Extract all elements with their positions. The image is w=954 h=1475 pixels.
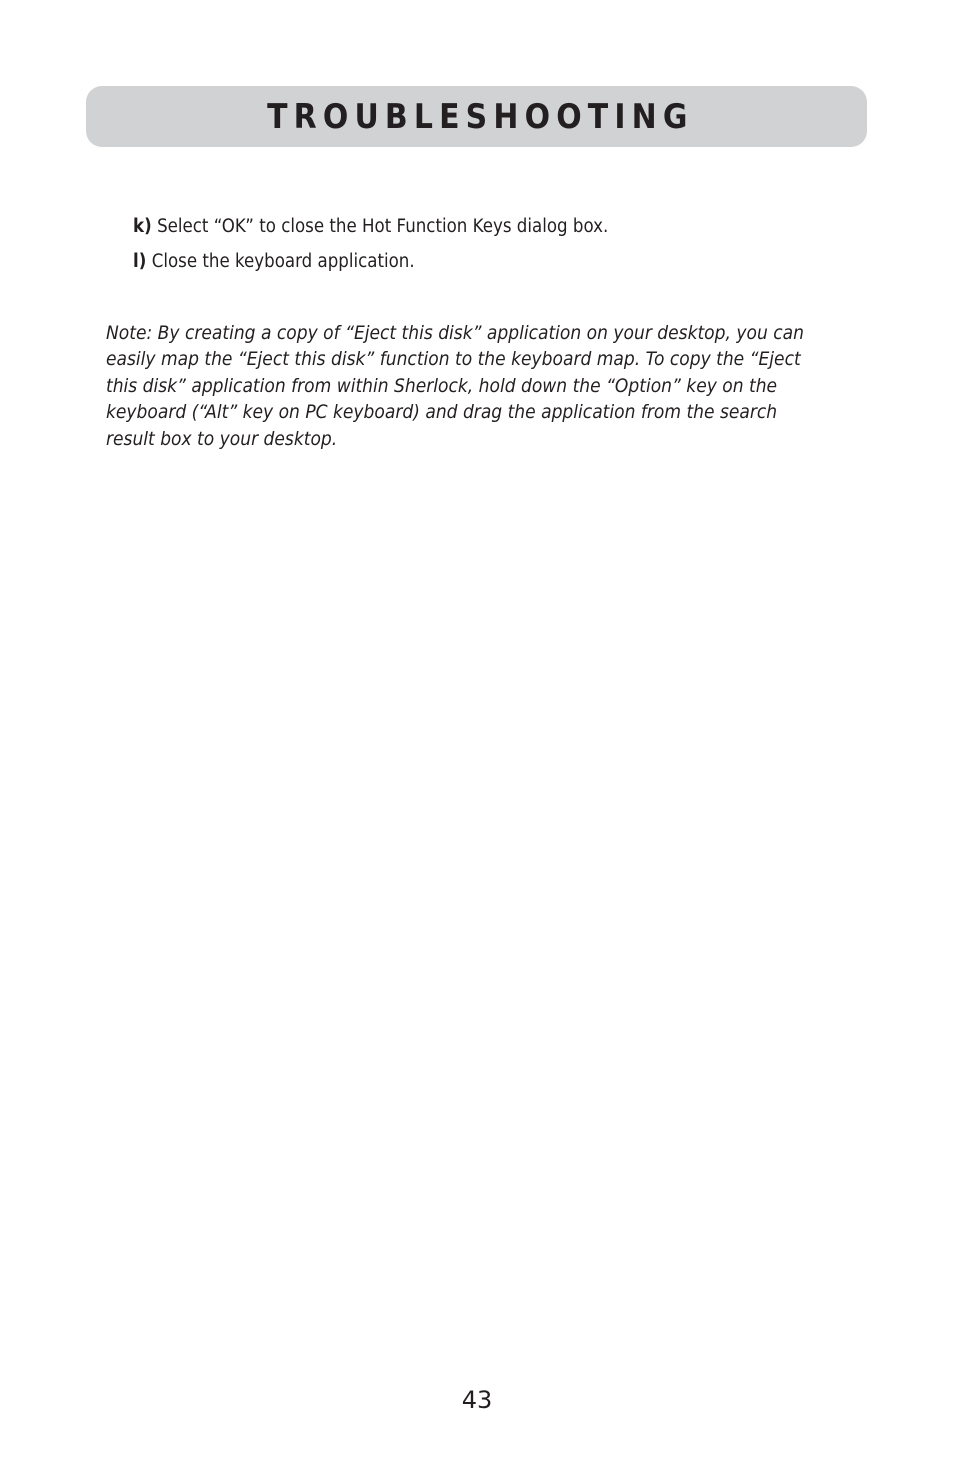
note-line: Note: By creating a copy of “Eject this disk” application on your desktop, you can bbox=[106, 322, 804, 344]
note-line: keyboard (“Alt” key on PC keyboard) and drag the application from the search bbox=[106, 401, 778, 424]
step-text: Select “OK” to close the Hot Function Keys dialog box. bbox=[157, 216, 609, 237]
step-item-k bbox=[133, 214, 781, 240]
section-header-bar bbox=[86, 86, 867, 147]
step-letter: l) bbox=[133, 251, 147, 272]
step-letter: k) bbox=[133, 216, 152, 237]
step-item-l bbox=[133, 249, 781, 275]
section-title: TROUBLESHOOTING bbox=[267, 96, 694, 137]
note-line: easily map the “Eject this disk” function to the keyboard map. To copy the “Eject bbox=[106, 348, 801, 371]
step-list bbox=[133, 214, 853, 284]
page-number: 43 bbox=[461, 1386, 493, 1414]
note-line: this disk” application from within Sherlock, hold down the “Option” key on the bbox=[106, 374, 778, 397]
note-line: result box to your desktop. bbox=[106, 427, 338, 450]
step-text: Close the keyboard application. bbox=[151, 251, 415, 272]
note-paragraph bbox=[106, 320, 826, 452]
